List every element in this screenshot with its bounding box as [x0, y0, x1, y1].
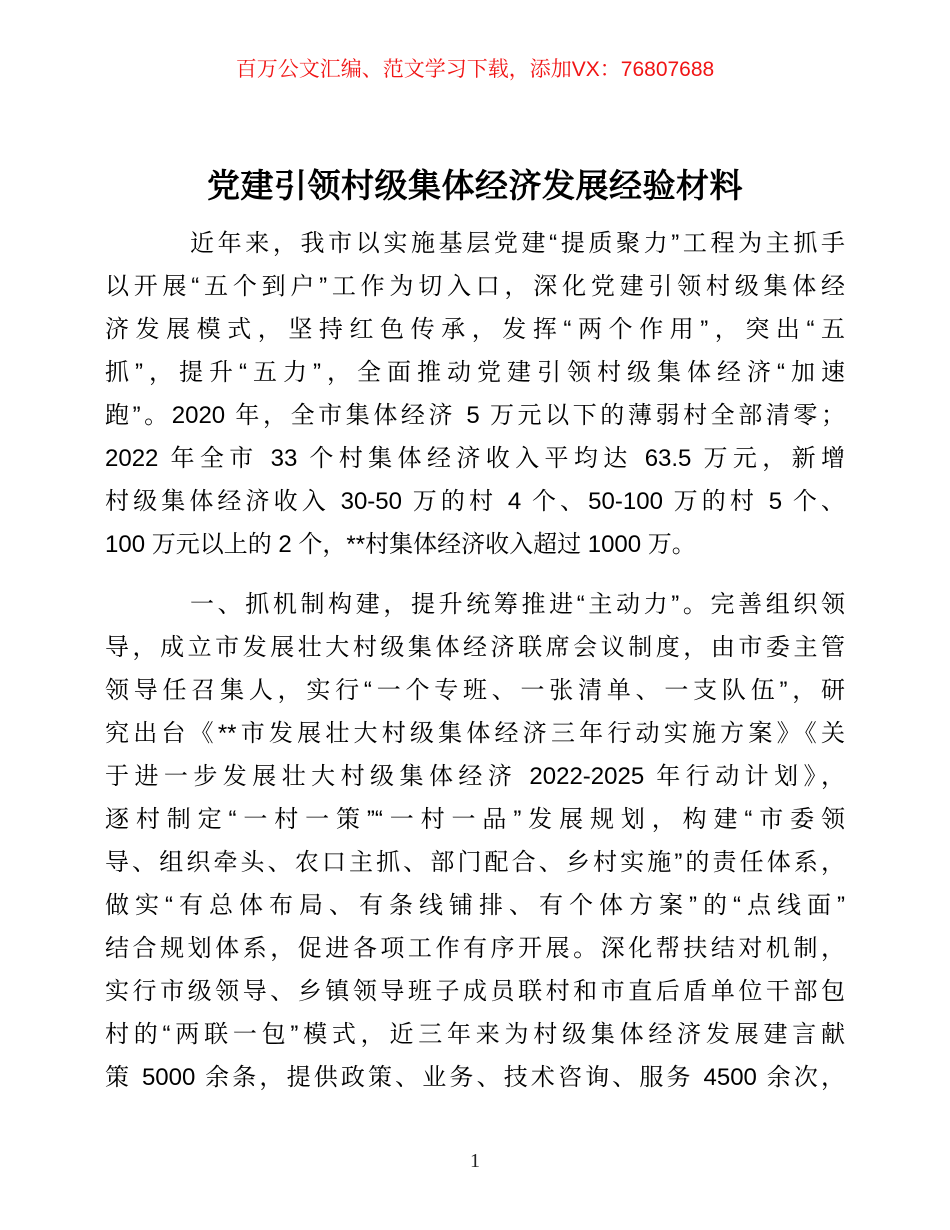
- body-line: 跑”。2020 年，全市集体经济 5 万元以下的薄弱村全部清零；: [105, 402, 845, 429]
- body-line: 做实“有总体布局、有条线铺排、有个体方案”的“点线面”: [105, 892, 845, 919]
- body-line: 近年来，我市以实施基层党建“提质聚力”工程为主抓手: [190, 230, 845, 257]
- body-line: 以开展“五个到户”工作为切入口，深化党建引领村级集体经: [105, 273, 845, 300]
- body-line: 一、抓机制构建，提升统筹推进“主动力”。完善组织领: [190, 591, 845, 618]
- body-line: 村级集体经济收入 30-50 万的村 4 个、50-100 万的村 5 个、: [105, 488, 845, 515]
- document-title: 党建引领村级集体经济发展经验材料: [207, 167, 743, 204]
- body-line: 策 5000 余条，提供政策、业务、技术咨询、服务 4500 余次，: [105, 1064, 845, 1091]
- body-line: 领导任召集人，实行“一个专班、一张清单、一支队伍”，研: [105, 677, 845, 704]
- body-line: 结合规划体系，促进各项工作有序开展。深化帮扶结对机制，: [105, 935, 845, 962]
- body-line: 究出台《**市发展壮大村级集体经济三年行动实施方案》《关: [105, 720, 845, 747]
- body-line: 济发展模式，坚持红色传承，发挥“两个作用”，突出“五: [105, 316, 845, 343]
- paragraph: [105, 583, 845, 1099]
- body-line: 于进一步发展壮大村级集体经济 2022-2025 年行动计划》，: [105, 763, 845, 790]
- body-line: 抓”，提升“五力”，全面推动党建引领村级集体经济“加速: [105, 359, 845, 386]
- body-line: 逐村制定“一村一策”“一村一品”发展规划，构建“市委领: [105, 806, 845, 833]
- page-number-footer: 1: [470, 1150, 480, 1172]
- body-line: 实行市级领导、乡镇领导班子成员联村和市直后盾单位干部包: [105, 978, 845, 1005]
- body-line: 导，成立市发展壮大村级集体经济联席会议制度，由市委主管: [105, 634, 845, 661]
- body-line: 2022 年全市 33 个村集体经济收入平均达 63.5 万元，新增: [105, 445, 845, 472]
- body-line: 导、组织牵头、农口主抓、部门配合、乡村实施”的责任体系，: [105, 849, 845, 876]
- promo-header-notice: 百万公文汇编、范文学习下载，添加VX：76807688: [235, 58, 715, 81]
- body-line: 村的“两联一包”模式，近三年来为村级集体经济发展建言献: [105, 1021, 845, 1048]
- paragraph: [105, 222, 845, 566]
- body-line: 100 万元以上的 2 个，**村集体经济收入超过 1000 万。: [105, 531, 696, 558]
- body-text: [105, 222, 845, 1116]
